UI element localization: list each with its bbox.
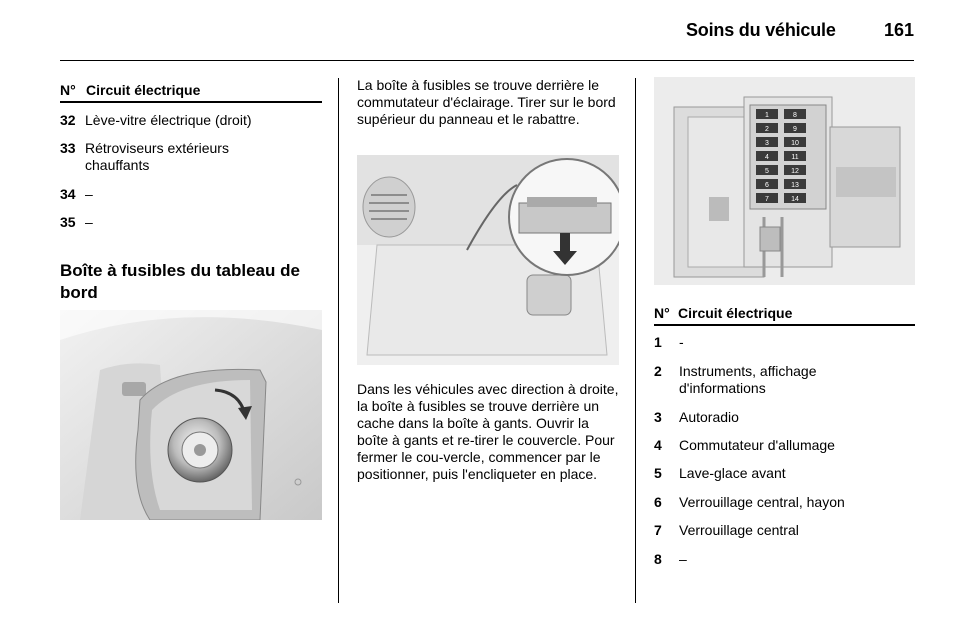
fuse-slot-label: 1	[765, 112, 769, 119]
circuit-label: –	[85, 186, 93, 202]
header-divider	[60, 60, 914, 61]
fuse-slot-label: 4	[765, 154, 769, 161]
fuse-number: 35	[60, 214, 76, 230]
table-row	[654, 551, 915, 568]
fuse-table-header	[60, 82, 322, 103]
table-row	[60, 112, 322, 129]
paragraph-fuse-location: La boîte à fusibles se trouve derrière le commutateur d'éclairage. Tirer sur le bord supérieur du panneau et le rabattre.	[357, 77, 616, 127]
circuit-label: –	[679, 551, 687, 567]
fuse-number: 3	[654, 409, 662, 425]
table-row	[654, 494, 915, 511]
table-row	[654, 334, 915, 351]
circuit-label: Verrouillage central	[679, 522, 799, 538]
table-row	[654, 437, 915, 454]
table-header-number: N°	[60, 82, 76, 98]
fuse-box-illustration	[654, 77, 915, 285]
fuse-slot-label: 7	[765, 196, 769, 203]
glovebox-fuse-illustration	[357, 155, 619, 365]
table-row	[60, 214, 322, 231]
table-row	[654, 522, 915, 539]
fuse-slot-label: 6	[765, 182, 769, 189]
circuit-label: Lève-vitre électrique (droit)	[85, 112, 252, 128]
circuit-label: Autoradio	[679, 409, 739, 425]
fuse-number: 6	[654, 494, 662, 510]
fuse-number: 4	[654, 437, 662, 453]
table-header-label: Circuit électrique	[678, 305, 793, 321]
circuit-label: –	[85, 214, 93, 230]
fuse-slot-label: 9	[793, 126, 797, 133]
fuse-slot-label: 14	[791, 196, 799, 203]
section-title: Boîte à fusibles du tableau de bord	[60, 261, 300, 302]
table-row	[654, 409, 915, 426]
page-number: 161	[884, 20, 915, 40]
fuse-slot-label: 11	[791, 154, 799, 161]
circuit-label: Verrouillage central, hayon	[679, 494, 845, 510]
fuse-slot-label: 12	[791, 168, 799, 175]
fuse-number: 33	[60, 140, 76, 156]
table-header-label: Circuit électrique	[86, 82, 201, 98]
fuse-table-header	[654, 305, 915, 326]
table-row	[654, 465, 915, 482]
fuse-number: 5	[654, 465, 662, 481]
fuse-number: 34	[60, 186, 76, 202]
fuse-slot-label: 13	[791, 182, 799, 189]
column-divider-1	[338, 78, 339, 603]
circuit-label: Instruments, affichage d'informations	[679, 363, 817, 396]
table-header-number: N°	[654, 305, 670, 321]
fuse-slot-label: 3	[765, 140, 769, 147]
paragraph-right-hand-drive: Dans les véhicules avec direction à droite, la boîte à fusibles se trouve derrière un cache dans la boîte à gants. Ouvrir la boîte à gants et re-tirer le couvercle. Pour fermer le cou-vercle, commencer par le positionner, puis l'encliqueter en place.	[357, 381, 619, 482]
fuse-number: 2	[654, 363, 662, 379]
fuse-slot-label: 10	[791, 140, 799, 147]
table-row	[60, 140, 322, 174]
fuse-number: 32	[60, 112, 76, 128]
light-switch-panel-illustration	[60, 310, 322, 520]
fuse-slot-label: 5	[765, 168, 769, 175]
circuit-label: Commutateur d'allumage	[679, 437, 835, 453]
table-row	[654, 363, 915, 397]
fuse-number: 1	[654, 334, 662, 350]
fuse-number: 8	[654, 551, 662, 567]
fuse-number: 7	[654, 522, 662, 538]
column-divider-2	[635, 78, 636, 603]
circuit-label: Rétroviseurs extérieurs chauffants	[85, 140, 229, 173]
fuse-slot-label: 2	[765, 126, 769, 133]
circuit-label: -	[679, 334, 684, 350]
circuit-label: Lave-glace avant	[679, 465, 786, 481]
fuse-slot-label: 8	[793, 112, 797, 119]
page-header-title: Soins du véhicule	[686, 20, 836, 40]
table-row	[60, 186, 322, 203]
